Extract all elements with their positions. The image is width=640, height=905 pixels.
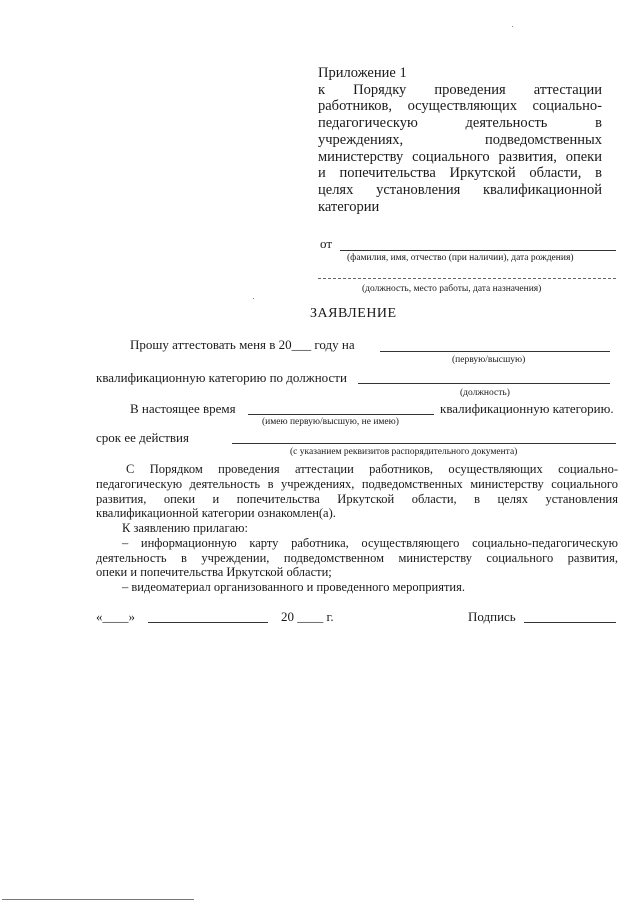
acquaint-line: развития, опеки и попечительства Иркутской области, в целях установления <box>96 491 618 506</box>
current-category-field[interactable] <box>248 414 434 415</box>
signature-label: Подпись <box>468 609 516 624</box>
position-field[interactable] <box>358 383 610 384</box>
request-line-2: квалификационную категорию по должности <box>96 370 347 385</box>
from-label: от <box>320 236 333 251</box>
date-year-field[interactable]: 20 ____ г. <box>281 609 334 624</box>
request-line-1: Прошу аттестовать меня в 20___ году на <box>130 337 355 352</box>
attachments-list <box>96 521 618 595</box>
statement-heading: ЗАЯВЛЕНИЕ <box>310 306 397 321</box>
request-line-4: срок ее действия <box>96 430 189 445</box>
annex-line: учреждениях, подведомственных <box>318 131 602 148</box>
annex-header <box>318 65 602 215</box>
category-hint: (первую/высшую) <box>452 355 526 365</box>
footnote-divider <box>2 899 194 900</box>
signature-field[interactable] <box>524 622 616 623</box>
acquaint-line: педагогическую деятельность в учреждениях, подведомственных министерству социального <box>96 476 618 491</box>
annex-line: категории <box>318 198 380 215</box>
annex-line: министерству социального развития, опеки <box>318 148 602 165</box>
scan-speck <box>253 298 254 299</box>
acquaint-line: С Порядком проведения аттестации работников, осуществляющих социально- <box>126 462 618 476</box>
attachment-item-1-line: опеки и попечительства Иркутской области; <box>96 565 332 580</box>
attachment-item-1-line: – информационную карту работника, осуществляющего социально-педагогическую <box>122 535 618 550</box>
current-category-hint: (имею первую/высшую, не имею) <box>262 417 399 427</box>
validity-hint: (с указанием реквизитов распорядительного документа) <box>290 447 518 457</box>
applicant-position-field[interactable] <box>318 278 616 279</box>
attachment-item-2: – видеоматериал организованного и проведенного мероприятия. <box>122 580 465 595</box>
annex-line: работников, осуществляющих социально- <box>318 98 602 115</box>
date-day-field[interactable]: «____» <box>96 609 135 624</box>
validity-field[interactable] <box>232 443 616 444</box>
category-field[interactable] <box>380 351 610 352</box>
acquaint-paragraph <box>96 462 618 521</box>
acquaint-line: квалификационной категории ознакомлен(а). <box>96 506 336 521</box>
attachments-intro: К заявлению прилагаю: <box>122 521 248 535</box>
position-hint: (должность) <box>460 388 510 398</box>
annex-line: педагогическую деятельность в <box>318 115 602 132</box>
annex-line: к Порядку проведения аттестации <box>318 81 602 98</box>
annex-line: и попечительства Иркутской области, в <box>318 165 602 182</box>
applicant-name-hint: (фамилия, имя, отчество (при наличии), дата рождения) <box>347 253 574 263</box>
annex-title: Приложение 1 <box>318 65 407 81</box>
applicant-name-field[interactable] <box>340 250 616 251</box>
request-line-3-end: квалификационную категорию. <box>440 401 614 416</box>
request-line-3: В настоящее время <box>130 401 236 416</box>
applicant-position-hint: (должность, место работы, дата назначения) <box>362 284 542 294</box>
scan-speck <box>512 26 513 27</box>
date-month-field[interactable] <box>148 622 268 623</box>
annex-line: целях установления квалификационной <box>318 181 602 198</box>
attachment-item-1-line: деятельность в учреждении, подведомственном министерству социального развития, <box>96 550 618 565</box>
